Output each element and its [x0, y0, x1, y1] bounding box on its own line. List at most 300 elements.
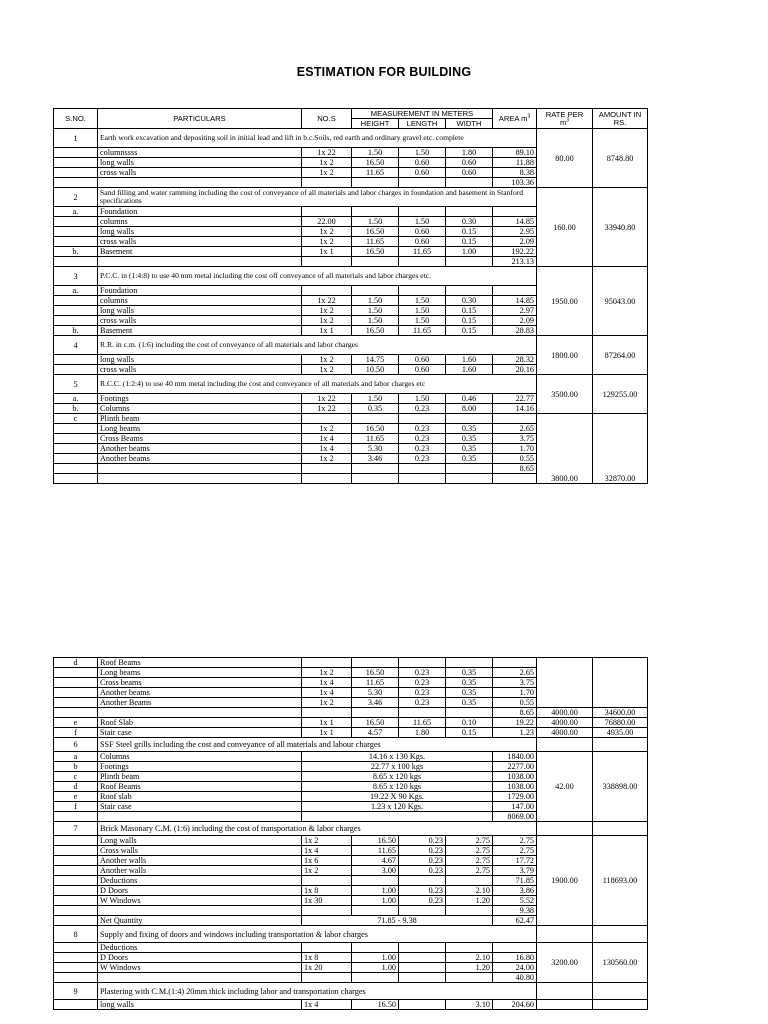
amount-cell: 34600.00 [593, 708, 648, 718]
height-cell: 0.35 [352, 404, 399, 414]
width-cell: 2.75 [446, 846, 493, 856]
table-cell: 1x 2 [302, 698, 352, 708]
nos-cell: 1x 2 [302, 227, 352, 237]
area-cell: 2.75 [493, 836, 537, 846]
height-cell [352, 973, 399, 983]
width-cell: 0.35 [446, 424, 493, 434]
header-sno: S.NO. [54, 109, 98, 129]
sno-cell [54, 158, 98, 168]
height-cell: 4.67 [352, 856, 399, 866]
amount-cell: 338898.00 [593, 752, 648, 822]
estimate-table-page-1 [53, 108, 648, 484]
table-cell: 3.75 [493, 678, 537, 688]
width-cell: 0.46 [446, 394, 493, 404]
sno-cell [54, 464, 98, 474]
length-cell [399, 906, 446, 916]
table-cell: 1.70 [493, 688, 537, 698]
sno-cell: a. [54, 286, 98, 296]
area-cell: 1729.00 [493, 792, 537, 802]
width-cell: 0.15 [446, 237, 493, 247]
amount-cell [593, 1000, 648, 1010]
area-cell: 1038.00 [493, 772, 537, 782]
sno-cell [54, 916, 98, 926]
sno-cell [54, 178, 98, 188]
height-cell: 1.00 [352, 896, 399, 906]
width-cell [446, 414, 493, 424]
particulars-cell: columnssss [98, 148, 302, 158]
area-cell: 28.83 [493, 326, 537, 336]
amount-cell: 32870.00 [593, 414, 648, 484]
length-cell [399, 474, 446, 484]
nos-cell: 1x 8 [302, 953, 352, 963]
particulars-cell: W Windows [98, 896, 302, 906]
table-row [54, 943, 648, 953]
particulars-cell: cross walls [98, 168, 302, 178]
rate-cell [537, 658, 593, 708]
height-cell: 11.65 [352, 434, 399, 444]
width-cell: 2.75 [446, 856, 493, 866]
particulars-cell: Roof slab [98, 792, 302, 802]
area-cell: 22.77 [493, 394, 537, 404]
particulars-cell: Plinth beam [98, 414, 302, 424]
length-cell [399, 464, 446, 474]
particulars-cell: Footings [98, 762, 302, 772]
area-cell: 2.65 [493, 424, 537, 434]
nos-cell: 1x 1 [302, 247, 352, 257]
amount-cell: 95043.00 [593, 267, 648, 336]
table-cell: 1x 2 [302, 668, 352, 678]
width-cell: 0.15 [446, 316, 493, 326]
table-row [54, 752, 648, 762]
nos-cell: 1x 2 [302, 454, 352, 464]
sno-cell: b. [54, 326, 98, 336]
table-cell: Stair case [98, 728, 302, 738]
table-row [54, 188, 648, 207]
table-cell: Roof Slab [98, 718, 302, 728]
height-cell: 3.46 [352, 454, 399, 464]
width-cell: 2.10 [446, 886, 493, 896]
area-cell [493, 943, 537, 953]
sno-cell: a. [54, 207, 98, 217]
area-cell: 1.70 [493, 444, 537, 454]
table-cell: Cross beams [98, 678, 302, 688]
length-cell: 1.50 [399, 394, 446, 404]
nos-cell: 1x 2 [302, 306, 352, 316]
width-cell [446, 973, 493, 983]
length-cell [399, 973, 446, 983]
particulars-cell: Another beams [98, 444, 302, 454]
width-cell: 1.60 [446, 355, 493, 365]
area-cell: 192.22 [493, 247, 537, 257]
sno-cell: 7 [54, 822, 98, 836]
rate-cell [537, 822, 593, 836]
particulars-cell: D Doors [98, 953, 302, 963]
particulars-cell: Another walls [98, 856, 302, 866]
width-cell [446, 906, 493, 916]
area-cell: 2.95 [493, 227, 537, 237]
table-cell [493, 658, 537, 668]
header-amount: AMOUNT IN RS. [593, 109, 648, 129]
area-cell: 213.13 [493, 257, 537, 267]
area-cell: 3.75 [493, 434, 537, 444]
sno-cell: 3 [54, 267, 98, 286]
area-cell: 204.60 [493, 1000, 537, 1010]
length-cell [399, 178, 446, 188]
width-cell: 1.20 [446, 896, 493, 906]
length-cell: 0.23 [399, 856, 446, 866]
nos-cell: 1x 30 [302, 896, 352, 906]
sno-cell: 5 [54, 375, 98, 394]
height-cell: 1.00 [352, 886, 399, 896]
particulars-cell: Foundation [98, 286, 302, 296]
sno-cell [54, 953, 98, 963]
width-cell: 3.10 [446, 1000, 493, 1010]
table-row [54, 926, 648, 943]
sno-cell: a. [54, 394, 98, 404]
length-cell [399, 963, 446, 973]
height-cell: 1.50 [352, 296, 399, 306]
particulars-cell: Long walls [98, 836, 302, 846]
particulars-cell: Another beams [98, 454, 302, 464]
height-cell: 16.50 [352, 158, 399, 168]
width-cell [446, 943, 493, 953]
width-cell [446, 474, 493, 484]
header-nos: NO.S [302, 109, 352, 129]
table-cell [352, 658, 399, 668]
length-cell: 1.50 [399, 296, 446, 306]
rate-cell: 1950.00 [537, 267, 593, 336]
width-cell: 0.15 [446, 326, 493, 336]
sno-cell [54, 886, 98, 896]
rate-cell: 4000.00 [537, 718, 593, 728]
height-cell: 10.50 [352, 365, 399, 375]
header-width: WIDTH [446, 119, 493, 129]
sno-cell [54, 896, 98, 906]
length-cell: 0.23 [399, 846, 446, 856]
rate-cell: 3800.00 [537, 414, 593, 484]
table-row [54, 129, 648, 148]
sno-cell [54, 257, 98, 267]
sno-cell [54, 168, 98, 178]
estimate-table-page-2 [53, 657, 648, 1010]
table-cell: 5.30 [352, 688, 399, 698]
table-cell: 0.15 [446, 728, 493, 738]
height-cell: 3.00 [352, 866, 399, 876]
height-cell: 16.50 [352, 247, 399, 257]
amount-cell: 33940.80 [593, 188, 648, 267]
area-cell [493, 414, 537, 424]
height-cell [352, 474, 399, 484]
table-cell: 0.55 [493, 698, 537, 708]
table-cell: 0.35 [446, 698, 493, 708]
length-cell: 0.23 [399, 424, 446, 434]
amount-cell: 118693.00 [593, 836, 648, 926]
nos-cell [302, 464, 352, 474]
rate-cell: 80.00 [537, 129, 593, 188]
table-cell: d [54, 658, 98, 668]
particulars-cell: long walls [98, 227, 302, 237]
sno-cell [54, 812, 98, 822]
width-cell: 1.80 [446, 148, 493, 158]
particulars-cell: Columns [98, 404, 302, 414]
area-cell [493, 286, 537, 296]
length-cell: 0.60 [399, 227, 446, 237]
sno-cell: e [54, 792, 98, 802]
length-cell [399, 876, 446, 886]
sno-cell [54, 474, 98, 484]
sno-cell [54, 973, 98, 983]
table-cell [302, 708, 352, 718]
width-cell: 1.20 [446, 963, 493, 973]
table-cell: Roof Beams [98, 658, 302, 668]
amount-cell [593, 658, 648, 708]
width-cell [446, 464, 493, 474]
rate-cell: 3500.00 [537, 375, 593, 414]
length-cell: 1.50 [399, 217, 446, 227]
header-measurement: MEASUREMENT IN METERS [352, 109, 493, 119]
sno-cell: c [54, 772, 98, 782]
table-row [54, 375, 648, 394]
rate-cell: 42.00 [537, 752, 593, 822]
nos-cell: 1x 1 [302, 326, 352, 336]
table-cell: 8.65 [493, 708, 537, 718]
nos-cell: 1x 2 [302, 168, 352, 178]
table-cell: 2.65 [493, 668, 537, 678]
table-cell: 0.10 [446, 718, 493, 728]
amount-cell: 129255.00 [593, 375, 648, 414]
rate-cell: 3200.00 [537, 943, 593, 983]
nos-cell: 22.00 [302, 217, 352, 227]
steel-calc-cell: 22.77 x 100 kgs [302, 762, 493, 772]
length-cell: 1.50 [399, 316, 446, 326]
width-cell: 0.60 [446, 158, 493, 168]
header-height: HEIGHT [352, 119, 399, 129]
width-cell [446, 876, 493, 886]
area-cell: 71.85 [493, 876, 537, 886]
height-cell [352, 286, 399, 296]
particulars-cell [98, 812, 302, 822]
width-cell [446, 178, 493, 188]
header-rate: RATE PER $m^3$ [537, 109, 593, 129]
sno-cell: f [54, 802, 98, 812]
area-cell: 3.79 [493, 866, 537, 876]
height-cell: 1.50 [352, 148, 399, 158]
area-cell [493, 474, 537, 484]
particulars-cell: Cross walls [98, 846, 302, 856]
area-cell: 2.09 [493, 237, 537, 247]
item-description: SSF Steel grills including the cost and conveyance of all materials and labour charges [98, 738, 537, 752]
sno-cell [54, 365, 98, 375]
table-row [54, 822, 648, 836]
item-description: P.C.C. in (1:4:8) to use 40 mm metal including the cost off conveyance of all materials and labor charges etc. [98, 267, 537, 286]
length-cell: 11.65 [399, 326, 446, 336]
area-cell: 14.16 [493, 404, 537, 414]
item-description: R.R. in c.m. (1:6) including the cost of conveyance of all materials and labor charges [98, 336, 537, 355]
nos-cell [302, 973, 352, 983]
nos-cell: 1x 20 [302, 963, 352, 973]
area-cell: 40.80 [493, 973, 537, 983]
particulars-cell: long walls [98, 1000, 302, 1010]
table-cell: 1.23 [493, 728, 537, 738]
height-cell: 16.50 [352, 1000, 399, 1010]
steel-calc-cell: 1.23 x 120 Kgs. [302, 802, 493, 812]
page-title: ESTIMATION FOR BUILDING [296, 65, 472, 79]
sno-cell [54, 306, 98, 316]
table-cell [54, 668, 98, 678]
length-cell: 0.23 [399, 836, 446, 846]
header-length: LENGTH [399, 119, 446, 129]
particulars-cell [98, 906, 302, 916]
height-cell: 11.65 [352, 846, 399, 856]
particulars-cell: long walls [98, 158, 302, 168]
nos-cell [302, 286, 352, 296]
area-cell: 11.88 [493, 158, 537, 168]
height-cell: 16.50 [352, 424, 399, 434]
length-cell [399, 1000, 446, 1010]
height-cell: 1.00 [352, 963, 399, 973]
height-cell: 1.50 [352, 316, 399, 326]
area-cell: 9.38 [493, 906, 537, 916]
net-quantity-expression: 71.85 - 9.38 [302, 916, 493, 926]
particulars-cell: cross walls [98, 316, 302, 326]
height-cell: 1.00 [352, 953, 399, 963]
item-description: Sand filling and water ramming including the cost of conveyance of all materials and labor charges in foundation and basement in Stanford specifications [98, 188, 537, 207]
nos-cell: 1x 22 [302, 394, 352, 404]
length-cell: 0.23 [399, 444, 446, 454]
table-cell: 0.35 [446, 688, 493, 698]
item-description: Brick Masonary C.M. (1:6) including the cost of transportation & labor charges [98, 822, 537, 836]
length-cell [399, 257, 446, 267]
table-cell: f [54, 728, 98, 738]
particulars-cell: Roof Beams [98, 782, 302, 792]
steel-calc-cell: 14.16 x 130 Kgs. [302, 752, 493, 762]
table-row [54, 414, 648, 424]
area-cell: 1840.00 [493, 752, 537, 762]
width-cell: 0.15 [446, 227, 493, 237]
rate-cell: 4000.00 [537, 708, 593, 718]
height-cell [352, 906, 399, 916]
table-cell: 16.50 [352, 668, 399, 678]
nos-cell [302, 207, 352, 217]
nos-cell: 1x 2 [302, 866, 352, 876]
nos-cell: 1x 6 [302, 856, 352, 866]
particulars-cell [98, 257, 302, 267]
amount-cell: 130560.00 [593, 943, 648, 983]
particulars-cell: Deductions [98, 876, 302, 886]
area-cell: 24.00 [493, 963, 537, 973]
particulars-cell: Deductions [98, 943, 302, 953]
particulars-cell: Another walls [98, 866, 302, 876]
rate-cell: 1800.00 [537, 336, 593, 375]
sno-cell [54, 943, 98, 953]
table-cell: 19.22 [493, 718, 537, 728]
amount-cell [593, 983, 648, 1000]
height-cell: 11.65 [352, 168, 399, 178]
table-cell: Long beams [98, 668, 302, 678]
sno-cell [54, 355, 98, 365]
sno-cell [54, 866, 98, 876]
length-cell: 0.60 [399, 355, 446, 365]
nos-cell: 1x 8 [302, 886, 352, 896]
nos-cell: 1x 2 [302, 158, 352, 168]
area-cell: 2277.00 [493, 762, 537, 772]
particulars-cell: columns [98, 217, 302, 227]
amount-cell [593, 926, 648, 943]
nos-cell [302, 474, 352, 484]
table-row [54, 983, 648, 1000]
table-cell: 0.23 [399, 678, 446, 688]
table-row [54, 658, 648, 668]
height-cell [352, 257, 399, 267]
length-cell [399, 414, 446, 424]
table-cell [302, 658, 352, 668]
header-area: AREA $m^3$ [493, 109, 537, 129]
amount-cell [593, 738, 648, 752]
height-cell [352, 464, 399, 474]
particulars-cell: long walls [98, 355, 302, 365]
amount-cell: 8748.80 [593, 129, 648, 188]
particulars-cell: Cross Beams [98, 434, 302, 444]
sno-cell [54, 846, 98, 856]
steel-calc-cell: 8.65 x 120 kgs [302, 782, 493, 792]
area-cell: 3.86 [493, 886, 537, 896]
rate-cell [537, 926, 593, 943]
length-cell [399, 207, 446, 217]
height-cell [352, 943, 399, 953]
nos-cell: 1x 22 [302, 296, 352, 306]
sno-cell: 2 [54, 188, 98, 207]
item-description: Plastering with C.M.(1:4) 20mm thick including labor and transportation charges [98, 983, 537, 1000]
sno-cell [54, 434, 98, 444]
area-cell: 0.55 [493, 454, 537, 464]
sno-cell: b. [54, 247, 98, 257]
particulars-cell: Columns [98, 752, 302, 762]
table-cell: Another Beams [98, 698, 302, 708]
area-cell: 17.72 [493, 856, 537, 866]
particulars-cell: long walls [98, 306, 302, 316]
width-cell: 0.35 [446, 444, 493, 454]
area-cell: 8069.00 [493, 812, 537, 822]
length-cell: 0.23 [399, 886, 446, 896]
sno-cell: 8 [54, 926, 98, 943]
rate-cell: 4000.00 [537, 728, 593, 738]
width-cell: 0.30 [446, 217, 493, 227]
rate-cell: 160.00 [537, 188, 593, 267]
table-cell: 3.46 [352, 698, 399, 708]
nos-cell: 1x 22 [302, 148, 352, 158]
sno-cell [54, 316, 98, 326]
area-cell: 2.09 [493, 316, 537, 326]
table-cell [98, 708, 302, 718]
nos-cell [302, 906, 352, 916]
nos-cell: 1x 4 [302, 846, 352, 856]
area-cell: 8.38 [493, 168, 537, 178]
sno-cell [54, 906, 98, 916]
table-cell: 11.65 [352, 678, 399, 688]
sno-cell [54, 217, 98, 227]
steel-calc-cell: 8.65 x 120 kgs [302, 772, 493, 782]
particulars-cell: Plinth beam [98, 772, 302, 782]
area-cell: 8.65 [493, 464, 537, 474]
table-cell [54, 698, 98, 708]
sno-cell [54, 148, 98, 158]
particulars-cell: columns [98, 296, 302, 306]
height-cell: 16.50 [352, 836, 399, 846]
area-cell: 20.16 [493, 365, 537, 375]
sno-cell: b. [54, 404, 98, 414]
amount-cell: 4935.00 [593, 728, 648, 738]
width-cell: 0.35 [446, 434, 493, 444]
